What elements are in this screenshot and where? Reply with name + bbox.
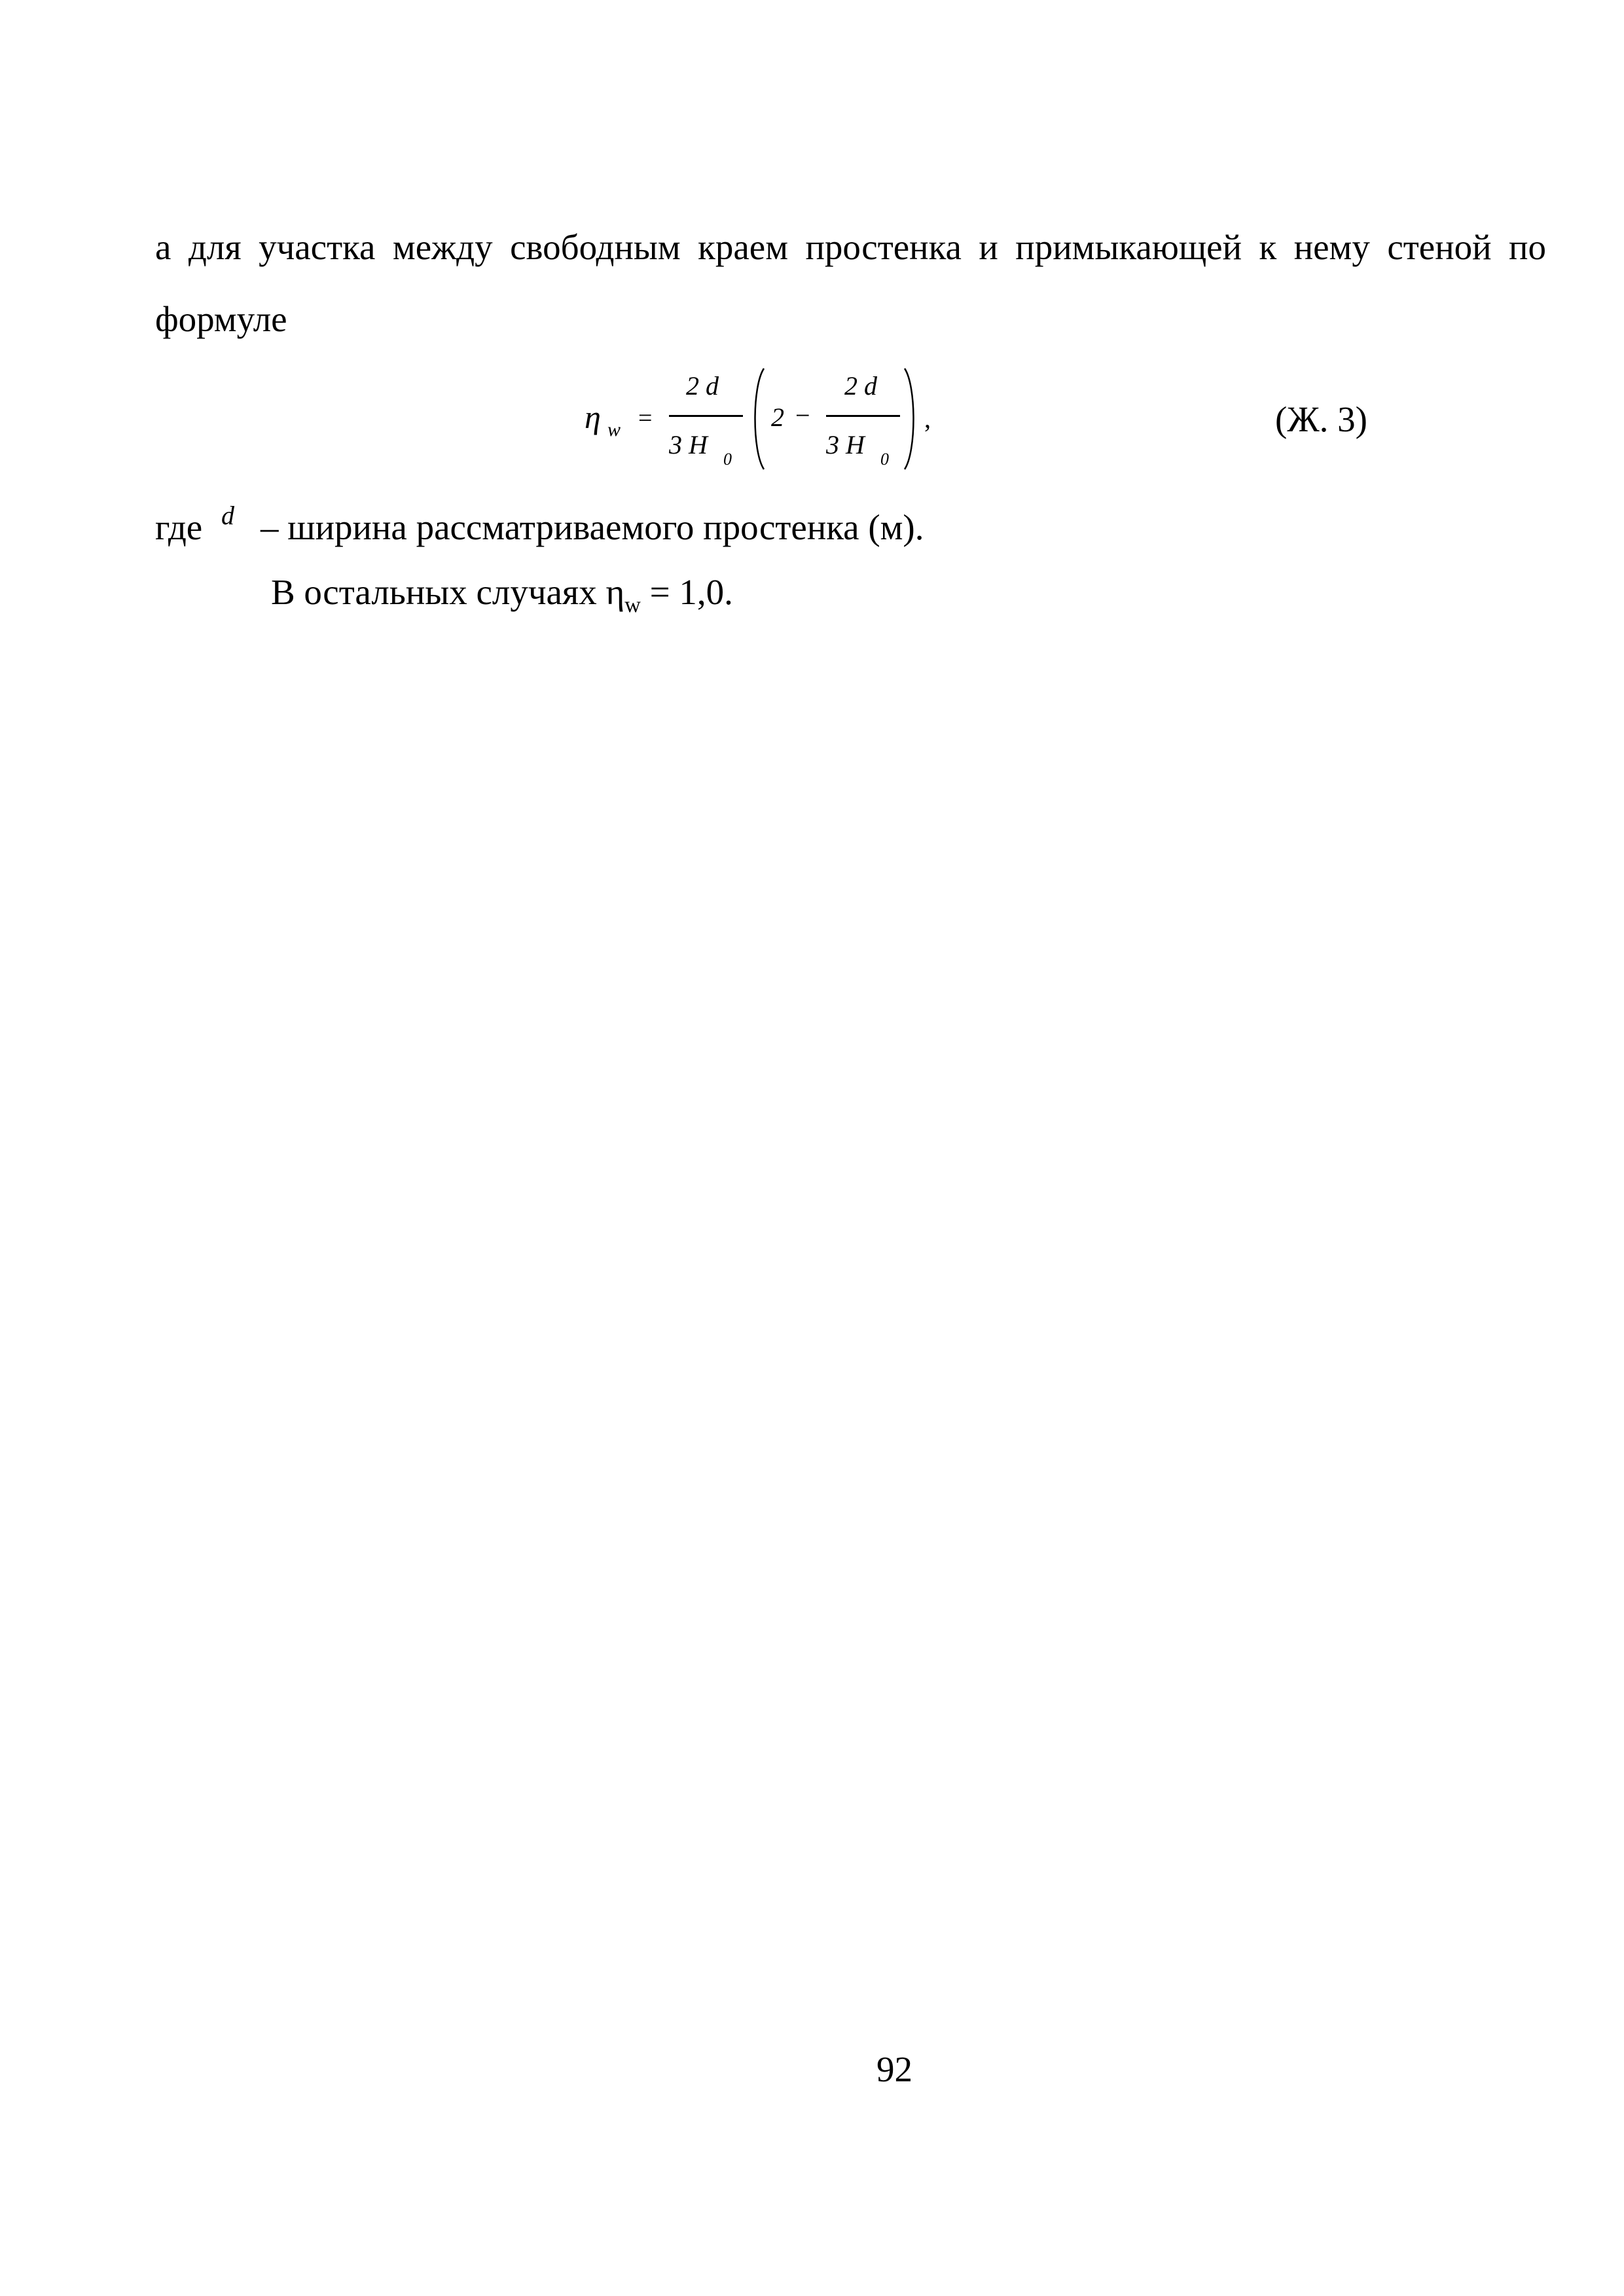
- formula-denominator: 3 H: [669, 430, 708, 459]
- formula-eta: η: [585, 399, 601, 435]
- paragraph-line-2: формуле: [155, 299, 287, 339]
- other-cases-subscript: w: [624, 592, 641, 617]
- where-symbol: d: [221, 501, 234, 530]
- formula-fraction-bar: [669, 415, 743, 417]
- formula-minus: −: [795, 401, 810, 430]
- where-description: – ширина рассматриваемого простенка (м).: [261, 507, 924, 547]
- formula-inner-numerator: 2 d: [844, 371, 877, 401]
- formula-inner-denominator-subscript: 0: [880, 450, 889, 469]
- other-cases-suffix: = 1,0.: [640, 572, 733, 612]
- formula-numerator: 2 d: [686, 371, 719, 401]
- where-prefix: где: [155, 507, 203, 547]
- formula-number: (Ж. 3): [1275, 399, 1367, 439]
- formula-eta-subscript: w: [607, 419, 621, 440]
- formula-right-paren: [902, 367, 920, 471]
- formula-inner-two: 2: [771, 403, 784, 432]
- other-cases-line: [271, 574, 733, 617]
- page-number: 92: [876, 2049, 912, 2089]
- paragraph-line-1: а для участка между свободным краем простенка и примыкающей к нему стеной по: [155, 227, 1546, 267]
- formula-comma: ,: [924, 404, 931, 433]
- formula-equals: =: [638, 404, 653, 432]
- other-cases-prefix: В остальных случаях η: [271, 572, 625, 612]
- formula-inner-fraction-bar: [826, 415, 900, 417]
- formula-denominator-subscript: 0: [723, 450, 732, 469]
- formula-inner-denominator: 3 H: [826, 430, 865, 459]
- formula-left-paren: [748, 367, 767, 471]
